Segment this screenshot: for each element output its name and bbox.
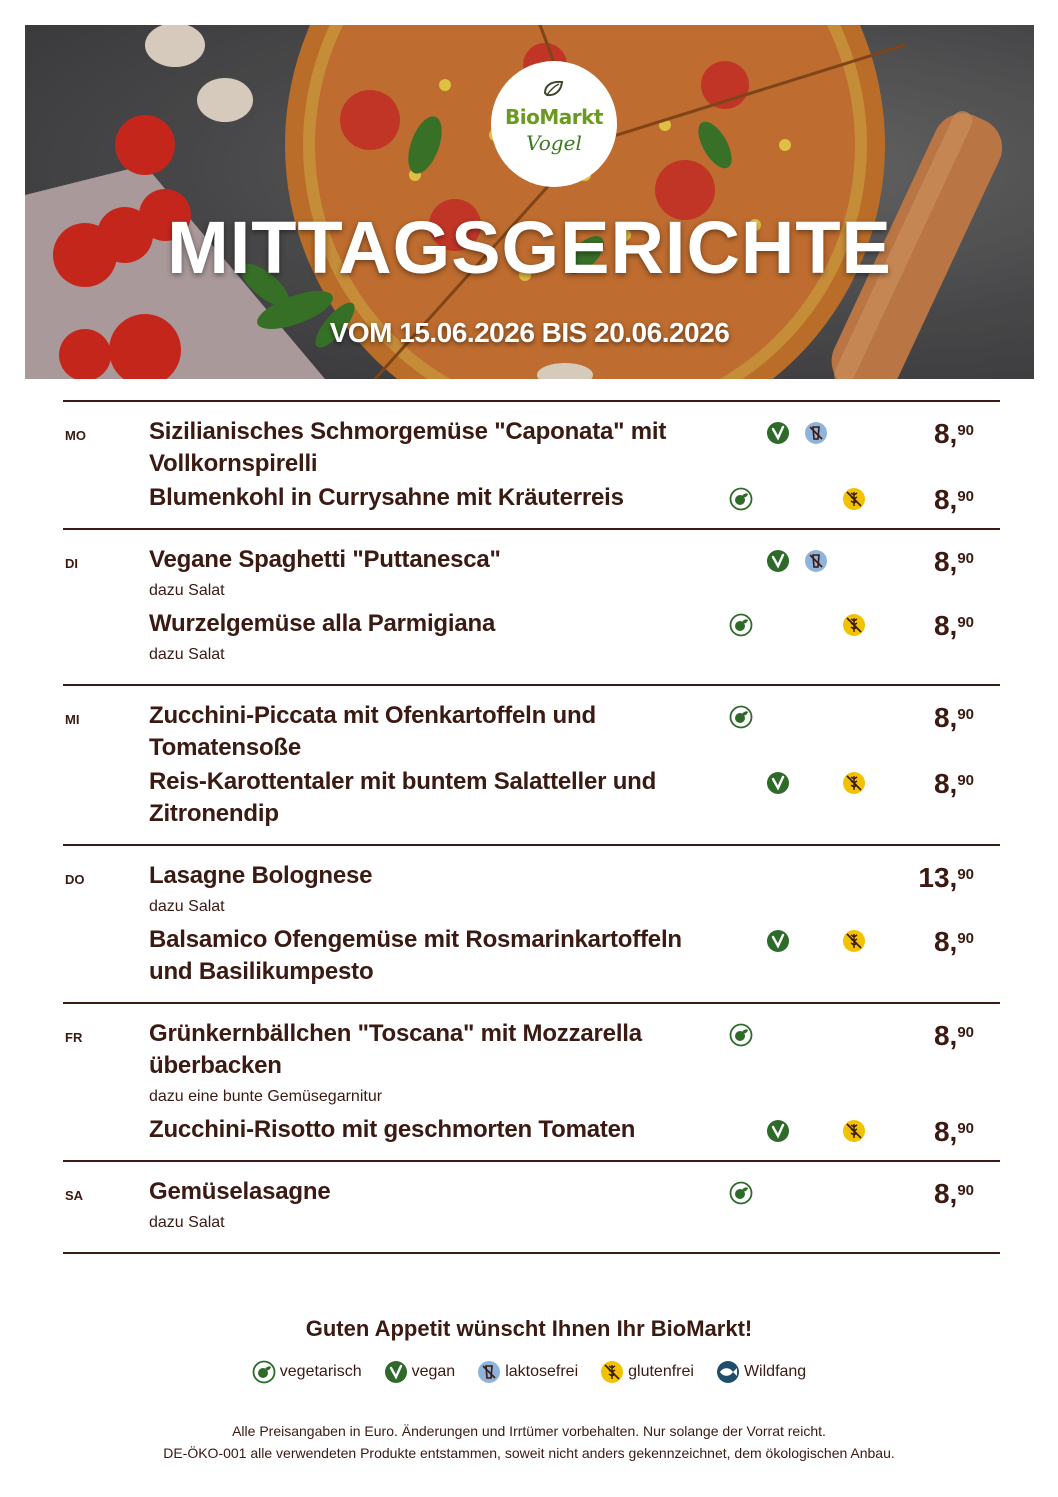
dish-side: dazu Salat [149, 646, 225, 663]
vegan-icon [384, 1360, 408, 1384]
glutenfrei-icon [842, 487, 866, 511]
vegetarisch-icon [729, 613, 753, 637]
menu-table [63, 400, 1000, 1254]
page-title: MITTAGSGERICHTE [167, 206, 892, 289]
dish-item [149, 1176, 1000, 1240]
legend-item-laktosefrei [477, 1360, 578, 1384]
dish-item [149, 544, 1000, 608]
greeting: Guten Appetit wünscht Ihnen Ihr BioMarkt! [305, 1316, 753, 1341]
day-row-fr [63, 1002, 1000, 1160]
legend-label: Wildfang [743, 1363, 807, 1380]
glutenfrei-icon [600, 1360, 624, 1384]
price: 8,90 [933, 1116, 974, 1147]
price: 8,90 [933, 418, 974, 449]
vegan-icon [766, 421, 790, 445]
day-row-di [63, 528, 1000, 684]
dish-side: dazu Salat [149, 582, 225, 599]
price: 8,90 [933, 610, 974, 641]
vegetarisch-icon [729, 1023, 753, 1047]
dish-item [149, 608, 1000, 672]
glutenfrei-icon [842, 929, 866, 953]
day-label: SA [65, 1188, 84, 1203]
legend-item-vegan [384, 1360, 456, 1384]
day-row-sa [63, 1160, 1000, 1254]
footnote-prices: Alle Preisangaben in Euro. Änderungen und Irrtümer vorbehalten. Nur solange der Vorrat reicht. [232, 1423, 826, 1439]
dish-name: Zucchini-Risotto mit geschmorten Tomaten [149, 1116, 636, 1143]
vegetarisch-icon [252, 1360, 276, 1384]
day-row-mo [63, 400, 1000, 528]
dish-name: Blumenkohl in Currysahne mit Kräuterreis [149, 484, 624, 511]
legend-label: vegetarisch [279, 1363, 362, 1380]
day-row-mi [63, 684, 1000, 844]
dish-side: dazu eine bunte Gemüsegarnitur [149, 1088, 383, 1105]
price: 8,90 [933, 768, 974, 799]
date-range: VOM 15.06.2026 BIS 20.06.2026 [329, 317, 730, 348]
vegan-icon [766, 929, 790, 953]
legend-item-glutenfrei [600, 1360, 694, 1384]
dish-name: Vegane Spaghetti "Puttanesca" [149, 546, 501, 573]
day-label: FR [65, 1030, 83, 1045]
logo-sub: Vogel [526, 131, 582, 155]
dish-item [149, 924, 1000, 990]
vegan-icon [766, 1119, 790, 1143]
price: 8,90 [933, 484, 974, 515]
dish-side: dazu Salat [149, 1214, 225, 1231]
vegetarisch-icon [729, 705, 753, 729]
icon-legend [0, 1360, 1058, 1384]
laktosefrei-icon [477, 1360, 501, 1384]
dish-name: Sizilianisches Schmorgemüse "Caponata" mit Vollkornspirelli [149, 418, 667, 477]
dish-item [149, 482, 1000, 516]
dish-item [149, 1018, 1000, 1114]
wildfang-icon [716, 1360, 740, 1384]
dish-name: Balsamico Ofengemüse mit Rosmarinkartoffeln und Basilikumpesto [149, 926, 682, 985]
dish-name: Grünkernbällchen "Toscana" mit Mozzarella überbacken [149, 1020, 642, 1079]
footnote-organic: DE-ÖKO-001 alle verwendeten Produkte entstammen, soweit nicht anders gekennzeichnet, dem ökologischen Anbau. [163, 1445, 895, 1461]
price: 8,90 [933, 926, 974, 957]
vegetarisch-icon [729, 487, 753, 511]
day-label: MI [65, 712, 80, 727]
price: 8,90 [933, 1020, 974, 1051]
glutenfrei-icon [842, 613, 866, 637]
vegan-icon [766, 771, 790, 795]
day-label: MO [65, 428, 86, 443]
price: 8,90 [933, 546, 974, 577]
dish-item [149, 416, 1000, 482]
day-label: DO [65, 872, 85, 887]
dish-name: Wurzelgemüse alla Parmigiana [149, 610, 496, 637]
legend-item-wildfang [716, 1360, 806, 1384]
glutenfrei-icon [842, 1119, 866, 1143]
vegan-icon [766, 549, 790, 573]
dish-item [149, 766, 1000, 832]
hero-banner [25, 25, 1034, 379]
dish-side: dazu Salat [149, 898, 225, 915]
legend-label: vegan [411, 1363, 456, 1380]
price: 8,90 [933, 1178, 974, 1209]
dish-item [149, 860, 1000, 924]
dish-item [149, 1114, 1000, 1148]
laktosefrei-icon [804, 421, 828, 445]
dish-item [149, 700, 1000, 766]
price: 8,90 [933, 702, 974, 733]
leaf-logo-icon [542, 79, 566, 99]
legend-item-vegetarisch [252, 1360, 362, 1384]
logo-brand: BioMarkt [505, 105, 603, 129]
glutenfrei-icon [842, 771, 866, 795]
day-label: DI [65, 556, 78, 571]
price: 13,90 [918, 862, 974, 893]
vegetarisch-icon [729, 1181, 753, 1205]
dish-name: Zucchini-Piccata mit Ofenkartoffeln und Tomatensoße [149, 702, 596, 761]
legend-label: laktosefrei [505, 1363, 579, 1380]
dish-name: Lasagne Bolognese [149, 862, 373, 889]
legend-label: glutenfrei [628, 1363, 694, 1380]
biomarkt-logo [491, 61, 617, 187]
dish-name: Reis-Karottentaler mit buntem Salatteller und Zitronendip [149, 768, 657, 827]
day-row-do [63, 844, 1000, 1002]
laktosefrei-icon [804, 549, 828, 573]
dish-name: Gemüselasagne [149, 1178, 331, 1205]
